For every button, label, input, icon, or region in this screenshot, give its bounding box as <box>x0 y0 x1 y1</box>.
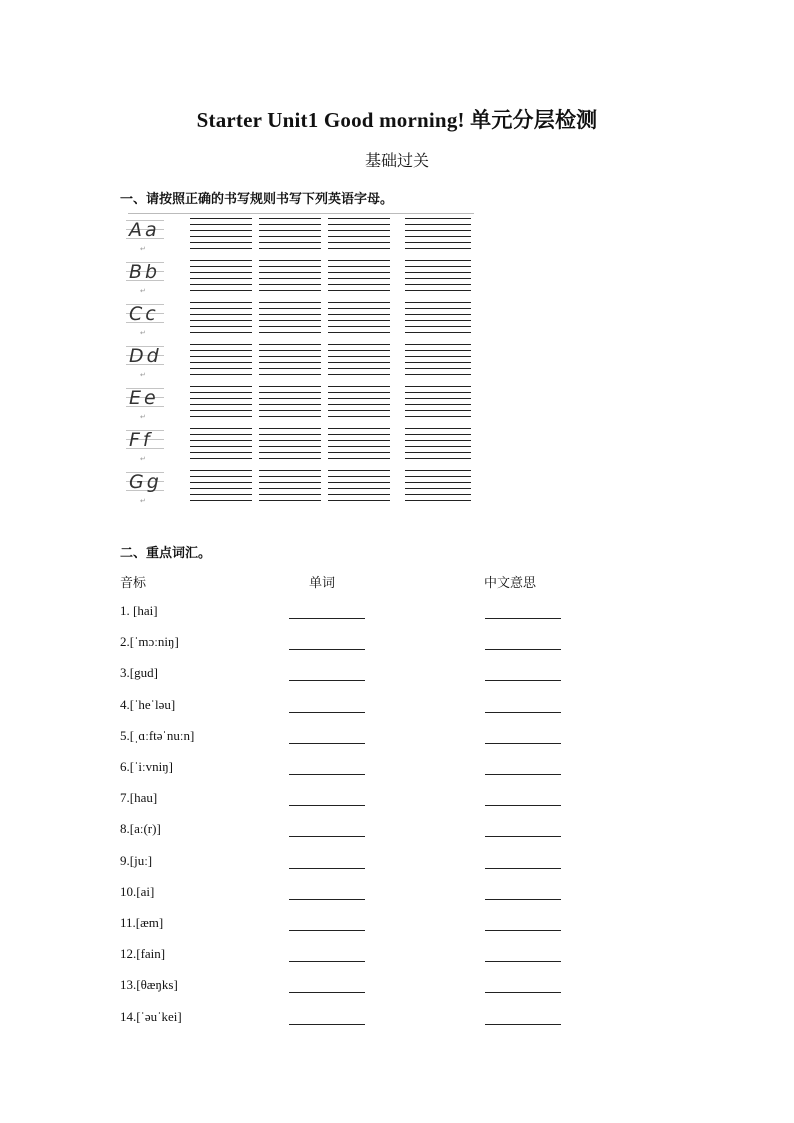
phonetic-text: 13.[θæŋks] <box>120 977 178 992</box>
writing-line <box>328 308 390 309</box>
writing-line <box>405 278 471 279</box>
phonetic-text: 12.[fain] <box>120 946 166 961</box>
writing-line <box>259 266 321 267</box>
writing-line <box>259 350 321 351</box>
writing-line <box>405 440 471 441</box>
writing-line <box>405 392 471 393</box>
writing-line <box>190 356 252 357</box>
writing-line <box>328 494 390 495</box>
vocab-row <box>120 946 580 966</box>
return-mark-icon: ↵ <box>140 329 146 337</box>
writing-line <box>405 368 471 369</box>
writing-line <box>190 428 252 429</box>
writing-lines[interactable] <box>259 302 321 332</box>
letter-example <box>126 258 164 295</box>
writing-line <box>405 482 471 483</box>
writing-line <box>190 476 252 477</box>
column-header-word: 单词 <box>309 576 336 591</box>
writing-line <box>328 266 390 267</box>
writing-lines[interactable] <box>190 302 252 332</box>
return-mark-icon: ↵ <box>140 497 146 505</box>
writing-line <box>259 356 321 357</box>
meaning-blank[interactable] <box>485 649 561 650</box>
writing-line <box>328 434 390 435</box>
writing-line <box>328 368 390 369</box>
letter-row <box>122 342 474 379</box>
vocab-row <box>120 634 580 654</box>
writing-line <box>259 458 321 459</box>
writing-line <box>328 440 390 441</box>
letter-example <box>126 300 164 337</box>
grid-top-line <box>128 213 474 214</box>
writing-line <box>190 230 252 231</box>
writing-line <box>405 350 471 351</box>
writing-line <box>190 224 252 225</box>
writing-line <box>328 272 390 273</box>
writing-line <box>190 266 252 267</box>
word-blank[interactable] <box>289 1024 365 1025</box>
writing-line <box>328 374 390 375</box>
word-blank[interactable] <box>289 743 365 744</box>
letter-pair: Gg <box>129 471 162 493</box>
vocab-row <box>120 1009 580 1029</box>
writing-line <box>405 260 471 261</box>
phonetic-text: 9.[juː] <box>120 853 153 868</box>
writing-line <box>190 386 252 387</box>
writing-line <box>328 428 390 429</box>
letter-pair: Aa <box>129 219 160 241</box>
letter-row <box>122 384 474 421</box>
writing-line <box>259 218 321 219</box>
word-blank[interactable] <box>289 868 365 869</box>
writing-line <box>259 386 321 387</box>
word-blank[interactable] <box>289 618 365 619</box>
word-blank[interactable] <box>289 930 365 931</box>
phonetic-text: 2.[ˈmɔːniŋ] <box>120 634 179 649</box>
writing-line <box>190 434 252 435</box>
writing-line <box>328 230 390 231</box>
phonetic-text: 5.[ˌɑːftəˈnuːn] <box>120 728 195 743</box>
meaning-blank[interactable] <box>485 712 561 713</box>
letter-pair: Bb <box>129 261 161 283</box>
writing-line <box>259 260 321 261</box>
writing-line <box>405 446 471 447</box>
writing-lines[interactable] <box>190 260 252 290</box>
writing-line <box>190 392 252 393</box>
writing-line <box>259 404 321 405</box>
writing-line <box>328 410 390 411</box>
writing-line <box>405 374 471 375</box>
writing-line <box>259 314 321 315</box>
letter-example <box>126 216 164 253</box>
letter-example <box>126 384 164 421</box>
writing-line <box>328 416 390 417</box>
writing-line <box>190 350 252 351</box>
writing-lines[interactable] <box>259 344 321 374</box>
writing-line <box>190 260 252 261</box>
writing-line <box>405 272 471 273</box>
writing-lines[interactable] <box>328 470 390 500</box>
meaning-blank[interactable] <box>485 992 561 993</box>
word-blank[interactable] <box>289 899 365 900</box>
writing-line <box>328 350 390 351</box>
writing-line <box>328 218 390 219</box>
writing-line <box>405 416 471 417</box>
writing-line <box>405 284 471 285</box>
writing-line <box>259 368 321 369</box>
writing-lines[interactable] <box>405 470 471 500</box>
writing-line <box>328 488 390 489</box>
writing-line <box>190 308 252 309</box>
writing-line <box>405 386 471 387</box>
writing-line <box>259 398 321 399</box>
phonetic-text: 8.[aː(r)] <box>120 821 161 836</box>
writing-line <box>190 284 252 285</box>
writing-line <box>190 374 252 375</box>
letter-row <box>122 468 474 505</box>
writing-line <box>190 494 252 495</box>
writing-line <box>405 344 471 345</box>
vocab-row <box>120 853 580 873</box>
writing-line <box>259 230 321 231</box>
writing-line <box>405 470 471 471</box>
phonetic-text: 3.[gud] <box>120 665 158 680</box>
writing-line <box>259 308 321 309</box>
writing-line <box>405 314 471 315</box>
writing-line <box>405 452 471 453</box>
writing-line <box>405 218 471 219</box>
writing-line <box>259 494 321 495</box>
writing-line <box>259 446 321 447</box>
writing-line <box>190 302 252 303</box>
writing-line <box>259 416 321 417</box>
writing-line <box>190 272 252 273</box>
writing-line <box>405 458 471 459</box>
writing-line <box>190 368 252 369</box>
word-blank[interactable] <box>289 774 365 775</box>
writing-line <box>405 236 471 237</box>
return-mark-icon: ↵ <box>140 245 146 253</box>
writing-line <box>405 230 471 231</box>
word-blank[interactable] <box>289 961 365 962</box>
writing-line <box>259 470 321 471</box>
writing-line <box>328 248 390 249</box>
writing-line <box>405 500 471 501</box>
meaning-blank[interactable] <box>485 680 561 681</box>
writing-line <box>405 398 471 399</box>
writing-lines[interactable] <box>190 218 252 248</box>
writing-line <box>259 236 321 237</box>
phonetic-text: 7.[hau] <box>120 790 158 805</box>
writing-lines[interactable] <box>328 386 390 416</box>
writing-line <box>190 482 252 483</box>
writing-line <box>405 242 471 243</box>
word-blank[interactable] <box>289 836 365 837</box>
writing-line <box>328 344 390 345</box>
writing-line <box>405 224 471 225</box>
vocab-row <box>120 728 580 748</box>
writing-line <box>405 332 471 333</box>
writing-line <box>259 290 321 291</box>
letter-row <box>122 216 474 253</box>
writing-line <box>190 470 252 471</box>
word-blank[interactable] <box>289 712 365 713</box>
vocab-row <box>120 915 580 935</box>
writing-lines[interactable] <box>190 386 252 416</box>
writing-line <box>259 272 321 273</box>
writing-lines[interactable] <box>259 218 321 248</box>
return-mark-icon: ↵ <box>140 413 146 421</box>
writing-line <box>405 428 471 429</box>
letter-pair: Cc <box>129 303 159 325</box>
writing-line <box>190 320 252 321</box>
writing-line <box>259 344 321 345</box>
vocab-row <box>120 977 580 997</box>
section2-heading: 二、重点词汇。 <box>120 546 212 561</box>
writing-line <box>328 278 390 279</box>
vocab-row <box>120 884 580 904</box>
return-mark-icon: ↵ <box>140 455 146 463</box>
writing-line <box>259 362 321 363</box>
writing-lines[interactable] <box>190 344 252 374</box>
writing-lines[interactable] <box>405 386 471 416</box>
writing-lines[interactable] <box>405 218 471 248</box>
writing-line <box>328 458 390 459</box>
writing-line <box>259 488 321 489</box>
writing-line <box>328 326 390 327</box>
writing-line <box>190 404 252 405</box>
column-header-phonetic: 音标 <box>120 576 147 591</box>
writing-line <box>190 344 252 345</box>
writing-line <box>328 362 390 363</box>
writing-lines[interactable] <box>190 428 252 458</box>
letter-row <box>122 300 474 337</box>
writing-line <box>328 314 390 315</box>
writing-line <box>405 362 471 363</box>
writing-line <box>328 224 390 225</box>
letter-example <box>126 468 164 505</box>
meaning-blank[interactable] <box>485 868 561 869</box>
writing-line <box>190 236 252 237</box>
writing-line <box>190 398 252 399</box>
phonetic-text: 14.[ˈəuˈkei] <box>120 1009 182 1024</box>
writing-lines[interactable] <box>328 428 390 458</box>
writing-lines[interactable] <box>405 344 471 374</box>
writing-line <box>190 248 252 249</box>
writing-line <box>405 404 471 405</box>
column-header-meaning: 中文意思 <box>484 576 537 591</box>
writing-line <box>405 356 471 357</box>
meaning-blank[interactable] <box>485 618 561 619</box>
writing-lines[interactable] <box>259 386 321 416</box>
writing-line <box>259 482 321 483</box>
writing-lines[interactable] <box>328 302 390 332</box>
meaning-blank[interactable] <box>485 774 561 775</box>
letter-pair: Ee <box>129 387 159 409</box>
writing-line <box>190 290 252 291</box>
writing-line <box>328 404 390 405</box>
writing-line <box>259 320 321 321</box>
word-blank[interactable] <box>289 992 365 993</box>
writing-line <box>190 326 252 327</box>
writing-line <box>259 440 321 441</box>
writing-line <box>259 242 321 243</box>
writing-lines[interactable] <box>405 302 471 332</box>
writing-line <box>328 242 390 243</box>
vocab-row <box>120 759 580 779</box>
writing-line <box>259 332 321 333</box>
writing-line <box>190 488 252 489</box>
writing-line <box>190 500 252 501</box>
writing-line <box>259 224 321 225</box>
writing-line <box>259 410 321 411</box>
writing-line <box>259 452 321 453</box>
phonetic-text: 10.[ai] <box>120 884 155 899</box>
writing-line <box>328 386 390 387</box>
meaning-blank[interactable] <box>485 805 561 806</box>
meaning-blank[interactable] <box>485 930 561 931</box>
writing-line <box>328 302 390 303</box>
vocab-row <box>120 697 580 717</box>
writing-line <box>328 236 390 237</box>
meaning-blank[interactable] <box>485 1024 561 1025</box>
writing-line <box>190 410 252 411</box>
writing-line <box>405 326 471 327</box>
writing-line <box>405 488 471 489</box>
letter-pair: Dd <box>129 345 162 367</box>
letter-writing-grid <box>122 210 474 505</box>
phonetic-text: 6.[ˈiːvniŋ] <box>120 759 174 774</box>
vocab-row <box>120 665 580 685</box>
writing-line <box>259 326 321 327</box>
writing-line <box>405 476 471 477</box>
writing-line <box>190 314 252 315</box>
writing-line <box>259 500 321 501</box>
writing-line <box>190 218 252 219</box>
word-blank[interactable] <box>289 805 365 806</box>
word-blank[interactable] <box>289 680 365 681</box>
writing-line <box>259 278 321 279</box>
section1-heading: 一、请按照正确的书写规则书写下列英语字母。 <box>120 192 394 207</box>
writing-line <box>328 500 390 501</box>
writing-line <box>328 452 390 453</box>
writing-line <box>405 290 471 291</box>
writing-line <box>190 242 252 243</box>
writing-line <box>259 284 321 285</box>
writing-line <box>259 434 321 435</box>
writing-line <box>405 308 471 309</box>
writing-line <box>405 434 471 435</box>
vocab-row <box>120 603 580 623</box>
letter-row <box>122 426 474 463</box>
writing-line <box>190 278 252 279</box>
return-mark-icon: ↵ <box>140 371 146 379</box>
phonetic-text: 11.[æm] <box>120 915 164 930</box>
letter-row <box>122 258 474 295</box>
writing-line <box>259 302 321 303</box>
writing-line <box>190 440 252 441</box>
writing-line <box>190 362 252 363</box>
page-title: Starter Unit1 Good morning! 单元分层检测 <box>196 108 598 132</box>
writing-lines[interactable] <box>259 260 321 290</box>
vocab-row <box>120 790 580 810</box>
writing-line <box>190 446 252 447</box>
writing-line <box>405 410 471 411</box>
writing-line <box>328 356 390 357</box>
writing-line <box>328 398 390 399</box>
writing-line <box>328 482 390 483</box>
writing-lines[interactable] <box>328 218 390 248</box>
phonetic-text: 1. [hai] <box>120 603 158 618</box>
meaning-blank[interactable] <box>485 899 561 900</box>
meaning-blank[interactable] <box>485 836 561 837</box>
writing-line <box>328 284 390 285</box>
writing-line <box>405 320 471 321</box>
writing-line <box>405 302 471 303</box>
writing-line <box>259 374 321 375</box>
writing-line <box>405 248 471 249</box>
meaning-blank[interactable] <box>485 961 561 962</box>
writing-lines[interactable] <box>405 428 471 458</box>
writing-lines[interactable] <box>328 260 390 290</box>
writing-line <box>328 332 390 333</box>
writing-line <box>328 470 390 471</box>
writing-line <box>328 320 390 321</box>
writing-line <box>328 260 390 261</box>
letter-example <box>126 426 164 463</box>
word-blank[interactable] <box>289 649 365 650</box>
letter-pair: Ff <box>129 429 153 451</box>
writing-line <box>405 494 471 495</box>
meaning-blank[interactable] <box>485 743 561 744</box>
vocab-row <box>120 821 580 841</box>
writing-line <box>328 446 390 447</box>
writing-lines[interactable] <box>328 344 390 374</box>
writing-lines[interactable] <box>259 428 321 458</box>
page-subtitle: 基础过关 <box>364 153 429 170</box>
writing-line <box>259 476 321 477</box>
writing-line <box>405 266 471 267</box>
writing-line <box>190 452 252 453</box>
phonetic-text: 4.[ˈheˈləu] <box>120 697 176 712</box>
writing-line <box>328 476 390 477</box>
writing-line <box>190 416 252 417</box>
writing-line <box>259 248 321 249</box>
writing-line <box>190 332 252 333</box>
writing-lines[interactable] <box>190 470 252 500</box>
writing-line <box>328 290 390 291</box>
writing-line <box>259 428 321 429</box>
writing-lines[interactable] <box>405 260 471 290</box>
writing-line <box>328 392 390 393</box>
return-mark-icon: ↵ <box>140 287 146 295</box>
writing-line <box>190 458 252 459</box>
letter-example <box>126 342 164 379</box>
writing-line <box>259 392 321 393</box>
writing-lines[interactable] <box>259 470 321 500</box>
